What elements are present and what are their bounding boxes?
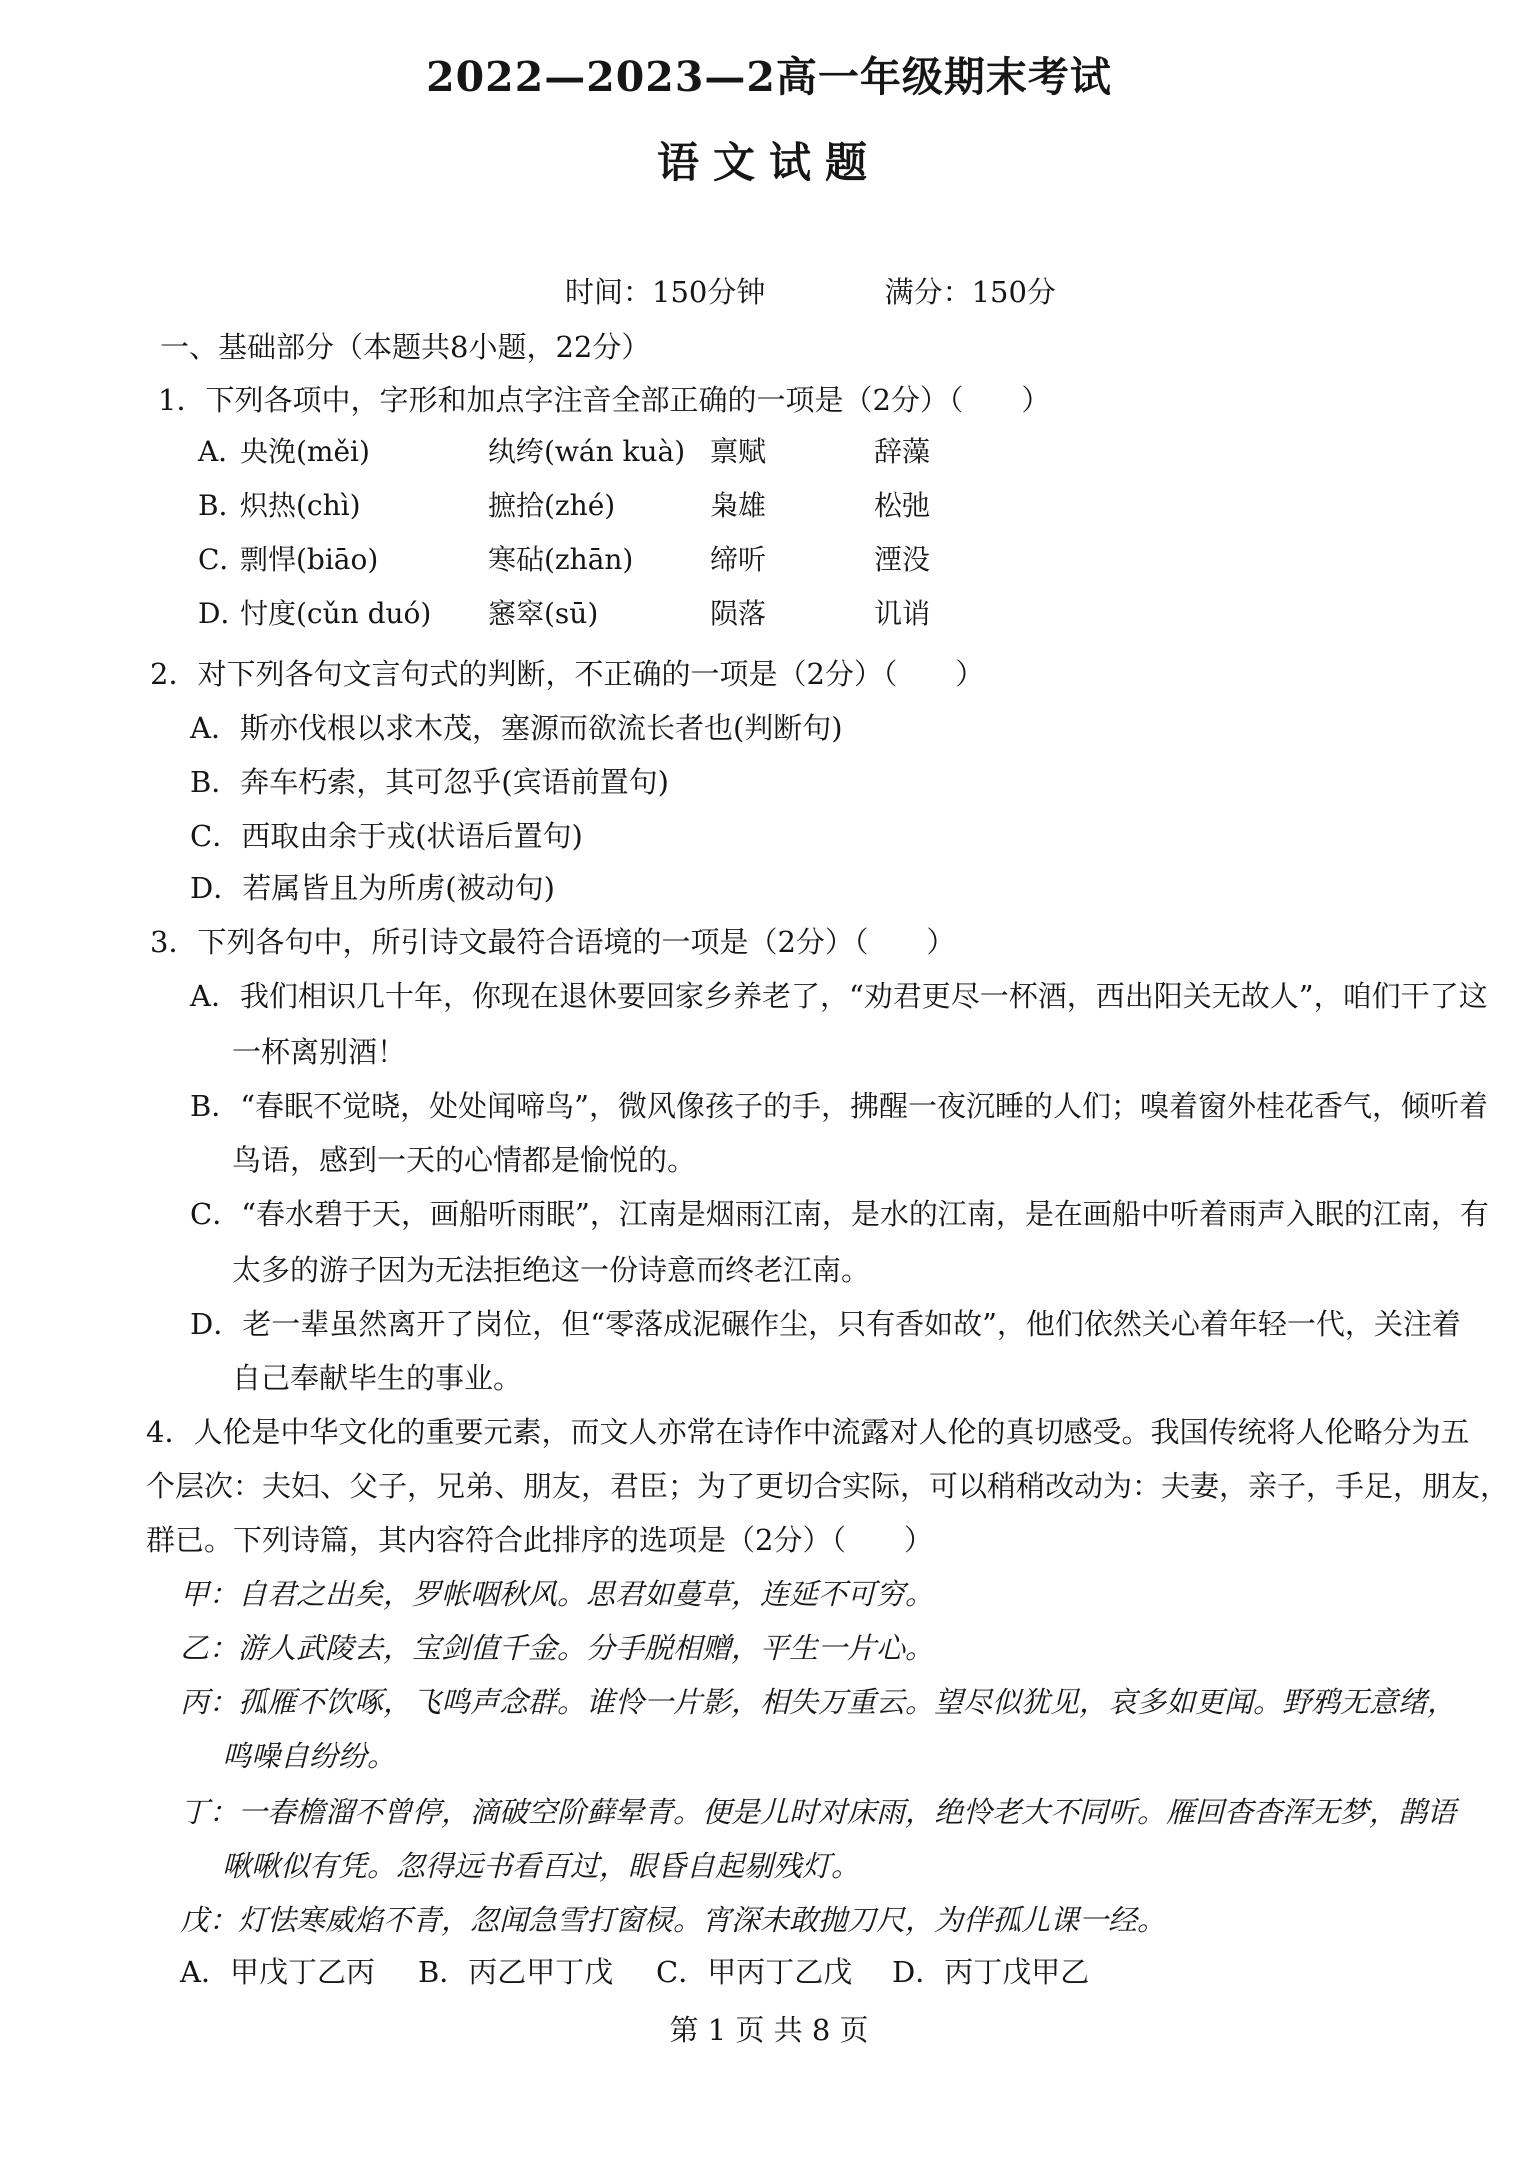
question-4-line3: 群已。下列诗篇，其内容符合此排序的选项是（2分）（ ） bbox=[146, 1523, 933, 1557]
q1-row-a-word4: 辞藻 bbox=[874, 435, 931, 468]
question-2-stem: 2．对下列各句文言句式的判断，不正确的一项是（2分）（ ） bbox=[150, 657, 985, 691]
exam-meta bbox=[565, 270, 1166, 311]
q2-option-b: B．奔车朽索，其可忽乎(宾语前置句) bbox=[190, 765, 669, 799]
q1-row-a-word1: 央浼(měi) bbox=[240, 435, 370, 468]
q1-row-a-word3: 禀赋 bbox=[710, 435, 767, 468]
q1-row-d-label: D． bbox=[198, 597, 249, 630]
q4-option-b: B．丙乙甲丁戊 bbox=[418, 1955, 614, 1989]
q3-option-a-line1: A．我们相识几十年，你现在退休要回家乡养老了，“劝君更尽一杯酒，西出阳关无故人”，咱们干了这 bbox=[190, 979, 1488, 1013]
q1-row-d-word3: 陨落 bbox=[710, 597, 767, 630]
q1-row-b-word3: 枭雄 bbox=[710, 489, 767, 522]
q1-row-c-label: C． bbox=[198, 543, 248, 576]
poem-wu: 戊：灯怯寒威焰不青，忽闻急雪打窗棂。宵深未敢抛刀尺，为伴孤儿课一经。 bbox=[180, 1903, 1167, 1937]
q3-option-b-line2: 鸟语，感到一天的心情都是愉悦的。 bbox=[232, 1143, 697, 1177]
q3-option-c-line2: 太多的游子因为无法拒绝这一份诗意而终老江南。 bbox=[232, 1253, 871, 1287]
question-4-line1: 4．人伦是中华文化的重要元素，而文人亦常在诗作中流露对人伦的真切感受。我国传统将人伦略分为五 bbox=[146, 1415, 1470, 1449]
subject-title: 语文试题 bbox=[656, 138, 881, 187]
page-number: 第 1 页 共 8 页 bbox=[669, 2013, 869, 2047]
q2-option-d: D．若属皆且为所虏(被动句) bbox=[190, 871, 555, 905]
q1-row-b-word4: 松弛 bbox=[874, 489, 931, 522]
q3-option-c-line1: C．“春水碧于天，画船听雨眠”，江南是烟雨江南，是水的江南，是在画船中听着雨声入眠的江南，有 bbox=[190, 1197, 1489, 1231]
q3-option-b-line1: B．“春眠不觉晓，处处闻啼鸟”，微风像孩子的手，拂醒一夜沉睡的人们；嗅着窗外桂花香气，倾听着 bbox=[190, 1089, 1488, 1123]
exam-title: 2022—2023—2高一年级期末考试 bbox=[426, 53, 1112, 101]
q1-row-d-word4: 讥诮 bbox=[874, 597, 931, 630]
q3-option-d-line1: D．老一辈虽然离开了岗位，但“零落成泥碾作尘，只有香如故”，他们依然关心着年轻一代，关注着 bbox=[190, 1307, 1461, 1341]
q3-option-a-line2: 一杯离别酒！ bbox=[232, 1035, 407, 1069]
q1-row-b-label: B． bbox=[198, 489, 247, 522]
question-3-stem: 3．下列各句中，所引诗文最符合语境的一项是（2分）（ ） bbox=[150, 925, 956, 959]
q3-option-d-line2: 自己奉献毕生的事业。 bbox=[232, 1361, 523, 1395]
q1-row-b-word2: 摭拾(zhé) bbox=[488, 489, 616, 522]
question-1-stem: 1．下列各项中，字形和加点字注音全部正确的一项是（2分）（ ） bbox=[158, 383, 1051, 417]
poem-ding-line2: 啾啾似有凭。忽得远书看百过，眼昏自起剔残灯。 bbox=[222, 1849, 861, 1883]
poem-bing-line1: 丙：孤雁不饮啄，飞鸣声念群。谁怜一片影，相失万重云。望尽似犹见，哀多如更闻。野鸦无意绪， bbox=[180, 1685, 1457, 1719]
q2-option-c: C．西取由余于戎(状语后置句) bbox=[190, 819, 583, 853]
poem-ding-line1: 丁：一春檐溜不曾停，滴破空阶藓晕青。便是儿时对床雨，绝怜老大不同听。雁回杳杳浑无梦，鹊语 bbox=[180, 1795, 1457, 1829]
exam-time: 时间：150分钟 bbox=[565, 275, 766, 309]
q1-row-a-word2: 纨绔(wán kuà) bbox=[488, 435, 686, 468]
q1-row-c-word4: 湮没 bbox=[874, 543, 931, 576]
poem-yi: 乙：游人武陵去，宝剑值千金。分手脱相赠，平生一片心。 bbox=[180, 1631, 935, 1665]
q2-option-a: A．斯亦伐根以求木茂，塞源而欲流长者也(判断句) bbox=[190, 711, 843, 745]
q4-option-c: C．甲丙丁乙戊 bbox=[656, 1955, 853, 1989]
q4-option-a: A．甲戊丁乙丙 bbox=[180, 1955, 375, 1989]
q4-option-d: D．丙丁戊甲乙 bbox=[892, 1955, 1090, 1989]
q1-row-d-word2: 窸窣(sū) bbox=[488, 597, 599, 630]
q1-row-b-word1: 炽热(chì) bbox=[240, 489, 361, 522]
poem-jia: 甲：自君之出矣，罗帐咽秋风。思君如蔓草，连延不可穷。 bbox=[180, 1577, 935, 1611]
q1-row-c-word2: 寒砧(zhān) bbox=[488, 543, 634, 576]
section-heading: 一、基础部分（本题共8小题，22分） bbox=[160, 330, 651, 364]
q1-row-c-word3: 缔听 bbox=[710, 543, 767, 576]
q1-row-a-label: A． bbox=[198, 435, 247, 468]
exam-score: 满分：150分 bbox=[884, 275, 1056, 309]
question-4-line2: 个层次：夫妇、父子，兄弟、朋友，君臣；为了更切合实际，可以稍稍改动为：夫妻，亲子，手足，朋友， bbox=[146, 1469, 1510, 1503]
q1-row-d-word1: 忖度(cǔn duó) bbox=[240, 597, 432, 630]
q1-row-c-word1: 剽悍(biāo) bbox=[240, 543, 379, 576]
poem-bing-line2: 鸣噪自纷纷。 bbox=[222, 1739, 397, 1773]
